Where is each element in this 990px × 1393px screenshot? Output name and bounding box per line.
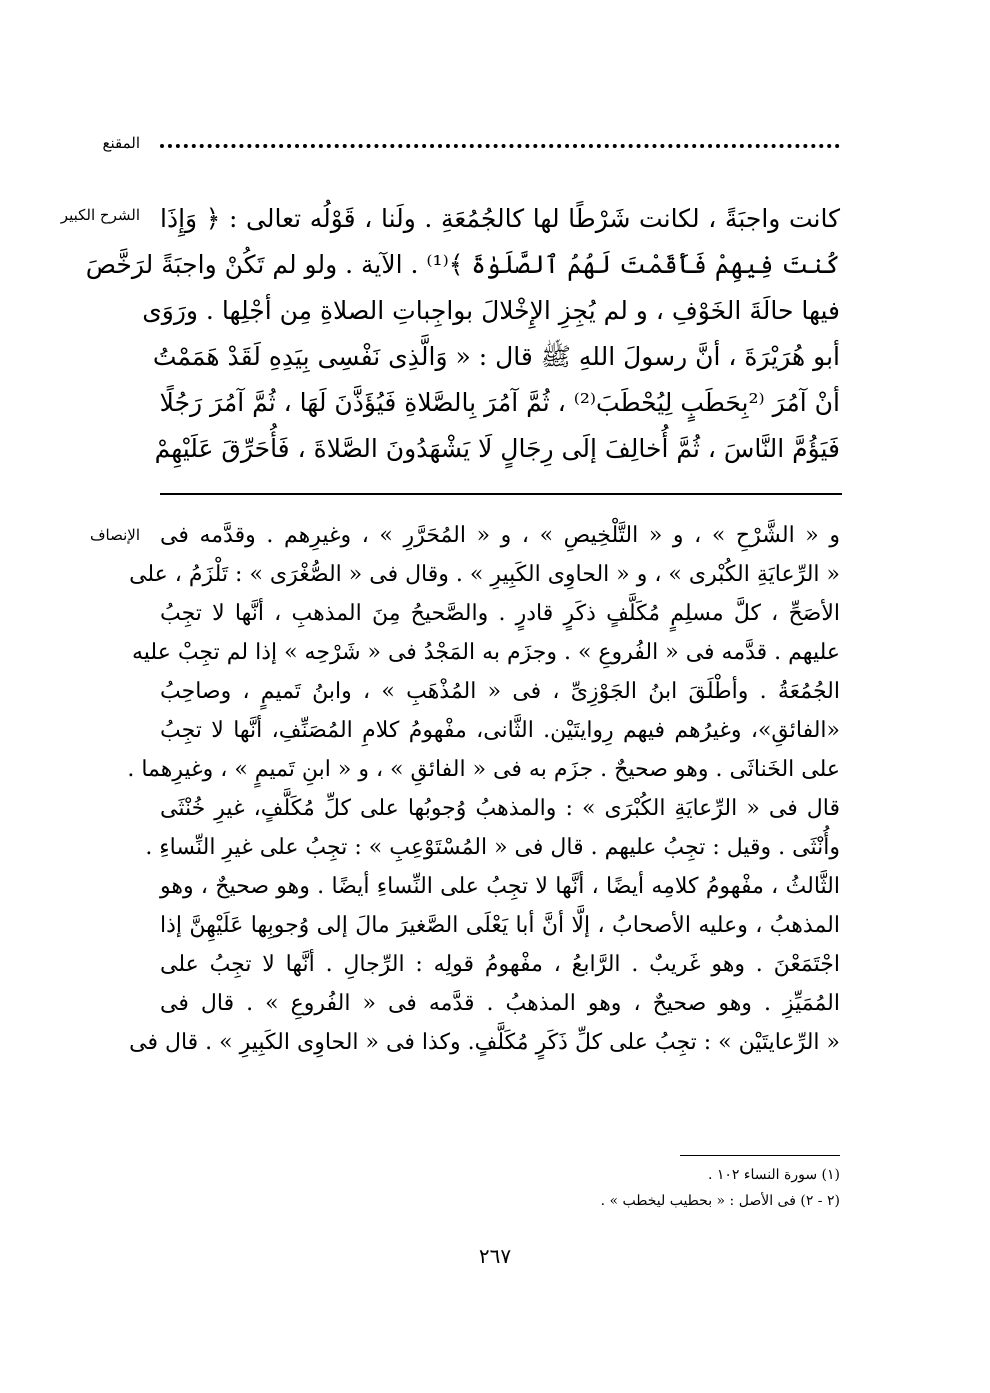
- insaf-line: الثَّالثُ ، مفْهومُ كلامِه أيضًا ، أنَّها لا تجِبُ على النِّساءِ أيضًا . وهو صحيحٌ ، وهو: [160, 874, 840, 899]
- insaf-line: الأصَحِّ ، كلَّ مسلِمٍ مُكَلَّفٍ ذكَرٍ قادرٍ . والصَّحيحُ مِنَ المذهبِ ، أنَّها لا تجِبُ: [160, 601, 840, 626]
- insaf-line: «الفائقِ»، وغيرُهم فيهم رِوايتَيْن. الثَّانى، مفْهومُ كلامِ المُصَنِّفِ، أنَّها لا تجِبُ: [160, 718, 840, 743]
- insaf-line: الجُمُعَةُ . وأطْلَقَ ابنُ الجَوْزِىِّ ، فى « المُذْهَبِ » ، وابنُ تَميمٍ ، وصاحِبُ: [160, 679, 840, 704]
- header-label-muqni: المقنع: [102, 134, 140, 152]
- section-label-insaf: الإنصاف: [89, 526, 140, 544]
- footnotes: [480, 1162, 840, 1214]
- insaf-line: « الرِّعايَةِ الكُبْرى » ، و « الحاوِى الكَبِيرِ » . وقال فى « الصُّغْرَى » : تَلْزَمُ ، على: [129, 562, 840, 587]
- insaf-line: وأُنْثَى . وقيل : تجِبُ عليهم . قال فى « المُسْتَوْعِبِ » : تجِبُ على غيرِ النِّساءِ .: [145, 835, 840, 860]
- footnote-rule: [680, 1155, 840, 1156]
- insaf-line: و « الشَّرْحِ » ، و « التَّلْخِيصِ » ، و « المُحَرَّرِ » ، وغيرِهم . وقدَّمه فى: [160, 523, 840, 548]
- dotted-line: [160, 144, 840, 148]
- section-label-sharh: الشرح الكبير: [60, 206, 140, 224]
- sharh-line: كُنتَ فِيهِمْ فَأَقَمْتَ لَهُمُ ٱلصَّلَوٰةَ ﴾⁽¹⁾ . الآية . ولو لم تَكُنْ واجبَةً لرَخَّصَ: [85, 250, 840, 279]
- page-number: ٢٦٧: [478, 1244, 512, 1268]
- insaf-line: « الرِّعايتَيْن » : تجِبُ على كلِّ ذَكَرٍ مُكَلَّفٍ. وكذا فى « الحاوِى الكَبِيرِ » . قال فى: [129, 1030, 840, 1055]
- insaf-text-block: [127, 516, 840, 1062]
- insaf-line: المُمَيِّزِ . وهو صحيحٌ ، وهو المذهبُ . قدَّمه فى « الفُروعِ » . قال فى: [160, 991, 840, 1016]
- header-dotted-rule: [160, 130, 840, 160]
- insaf-line: قال فى « الرِّعايَةِ الكُبْرَى » : والمذهبُ وُجوبُها على كلِّ مُكَلَّفٍ، غيرِ خُنْثَى: [160, 796, 840, 821]
- footnote: (٢ - ٢) فى الأصل : « بحطيب ليخطب » .: [600, 1193, 840, 1209]
- insaf-line: المذهبُ ، وعليه الأصحابُ ، إلَّا أنَّ أبا يَعْلَى الصَّغيرَ مالَ إلى وُجوبِها عَلَيْهِنَّ إذا: [160, 913, 840, 938]
- insaf-line: عليهم . قدَّمه فى « الفُروعِ » . وجزَم به المَجْدُ فى « شَرْحِه » إذا لم تجِبْ عليه: [131, 640, 840, 665]
- footnote: (١) سورة النساء ١٠٢ .: [707, 1167, 840, 1183]
- sharh-line: فيها حالَةَ الخَوْفِ ، و لم يُجِزِ الإِخْلالَ بواجِباتِ الصلاةِ مِن أجْلِها . ورَوَى: [142, 296, 840, 325]
- sharh-line: أنْ آمُرَ ⁽²بِحَطَبٍ لِيُحْطَبَ⁽²⁾ ، ثُمَّ آمُرَ بِالصَّلاةِ فَيُؤَذَّنَ لَهَا ، ثُمَّ آمُرَ رَجُلًا: [159, 388, 840, 417]
- insaf-line: اجْتَمَعْنَ . وهو غَريبٌ . الرَّابعُ ، مفْهومُ قولِه : الرِّجالِ . أنَّها لا تجِبُ على: [160, 952, 840, 977]
- sharh-line: فَيَؤُمَّ النَّاسَ ، ثُمَّ أُخالِفَ إلَى رِجَالٍ لَا يَشْهَدُونَ الصَّلاةَ ، فَأُحَرِّقَ عَلَيْهِمْ: [154, 434, 840, 463]
- section-divider: [160, 493, 842, 495]
- insaf-line: على الخَناثَى . وهو صحيحٌ . جزَم به فى « الفائقِ » ، و « ابنِ تَميمٍ » ، وغيرِهما .: [127, 757, 840, 782]
- sharh-line: أبو هُرَيْرَةَ ، أنَّ رسولَ اللهِ ﷺ قال : « وَالَّذِى نَفْسِى بِيَدِهِ لَقَدْ هَمَمْتُ: [152, 342, 840, 371]
- sharh-line: كانت واجبَةً ، لكانت شَرْطًا لها كالجُمُعَةِ . ولَنا ، قَوْلُه تعالى : ﴿ وَإِذَا: [160, 204, 840, 233]
